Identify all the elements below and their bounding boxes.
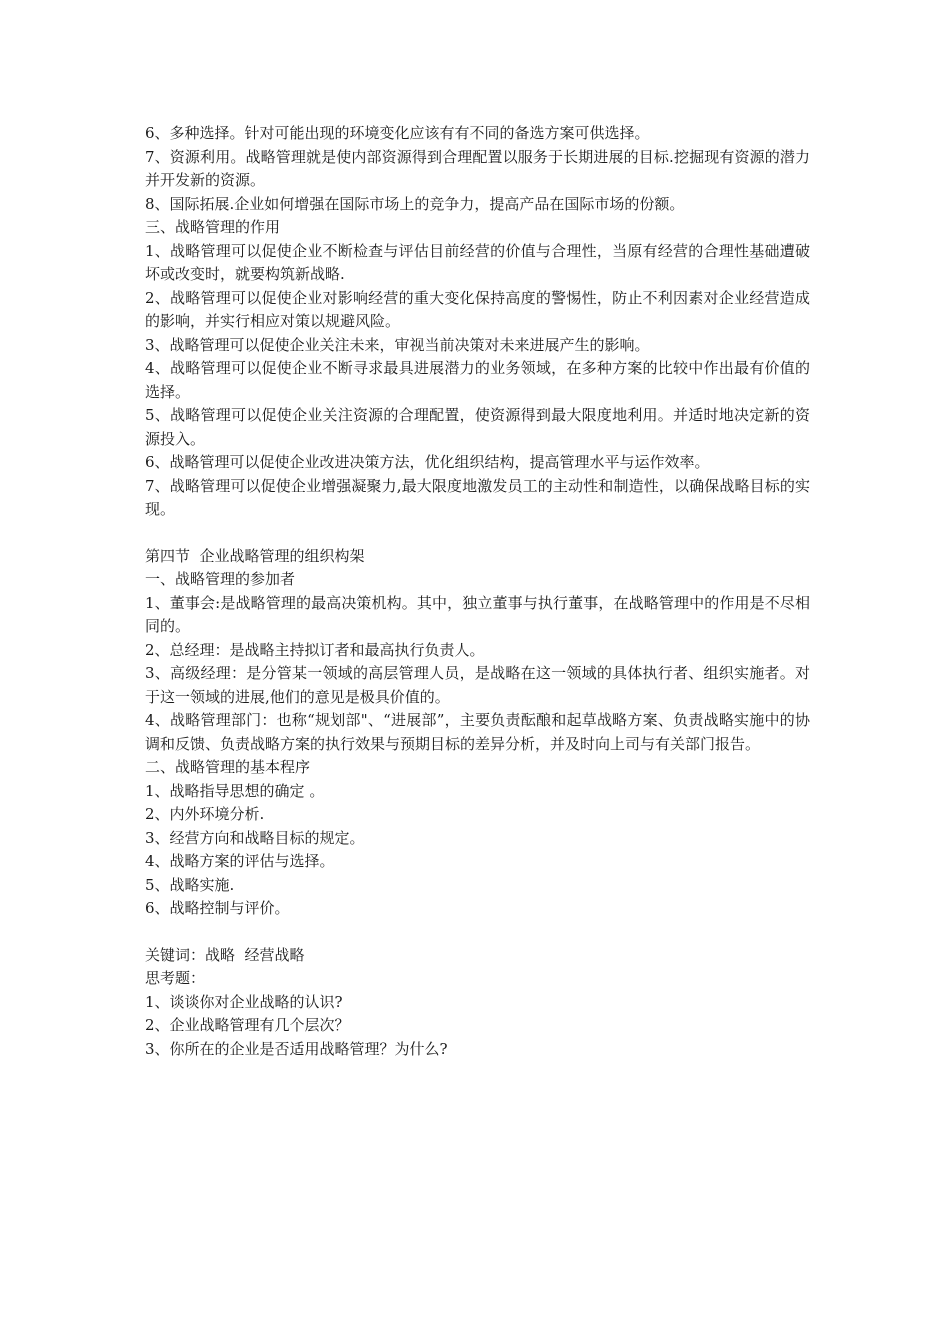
procedure-1: 1、战略指导思想的确定 。 [145, 781, 325, 800]
participants-heading: 一、战略管理的参加者 [145, 570, 296, 588]
participant-2: 2、总经理：是战略主持拟订者和最高执行负责人。 [145, 640, 485, 659]
questions-heading: 思考题： [145, 969, 206, 987]
document-page [145, 122, 810, 1061]
item-8-international: 8、国际拓展.企业如何增强在国际市场上的竞争力，提高产品在国际市场的份额。 [145, 194, 685, 213]
blank-line [145, 522, 810, 545]
item-6-options: 6、多种选择。针对可能出现的环境变化应该有有不同的备选方案可供选择。 [145, 124, 650, 142]
procedure-heading: 二、战略管理的基本程序 [145, 758, 311, 776]
question-1: 1、谈谈你对企业战略的认识? [145, 992, 343, 1011]
procedure-6: 6、战略控制与评价。 [145, 899, 290, 917]
procedure-2: 2、内外环境分析. [145, 805, 265, 823]
participant-3: 3、高级经理：是分管某一领域的高层管理人员，是战略在这一领域的具体执行者、组织实施者。对于这一领域的进展,他们的意见是极具价值的。 [145, 664, 810, 706]
blank-line [145, 921, 810, 944]
section-3-heading: 三、战略管理的作用 [145, 218, 281, 236]
question-3: 3、你所在的企业是否适用战略管理？为什么? [145, 1039, 448, 1058]
participant-1: 1、董事会:是战略管理的最高决策机构。其中，独立董事与执行董事，在战略管理中的作用是不尽相同的。 [145, 593, 810, 635]
procedure-4: 4、战略方案的评估与选择。 [145, 852, 335, 870]
role-2: 2、战略管理可以促使企业对影响经营的重大变化保持高度的警惕性，防止不利因素对企业经营造成的影响，并实行相应对策以规避风险。 [145, 288, 810, 330]
role-1: 1、战略管理可以促使企业不断检查与评估目前经营的价值与合理性，当原有经营的合理性基础遭破坏或改变时，就要构筑新战略. [145, 241, 810, 283]
keywords-line: 关键词：战略 经营战略 [145, 945, 305, 964]
role-4: 4、战略管理可以促使企业不断寻求最具进展潜力的业务领域，在多种方案的比较中作出最有价值的选择。 [145, 359, 810, 401]
item-7-resources: 7、资源利用。战略管理就是使内部资源得到合理配置以服务于长期进展的目标.挖掘现有资源的潜力并开发新的资源。 [145, 147, 810, 189]
participant-4: 4、战略管理部门：也称“规划部"、“进展部”，主要负责酝酿和起草战略方案、负责战略实施中的协调和反馈、负责战略方案的执行效果与预期目标的差异分析，并及时向上司与有关部门报告。 [145, 711, 810, 753]
role-3: 3、战略管理可以促使企业关注未来，审视当前决策对未来进展产生的影响。 [145, 335, 650, 354]
procedure-3: 3、经营方向和战略目标的规定。 [145, 828, 365, 847]
role-7: 7、战略管理可以促使企业增强凝聚力,最大限度地激发员工的主动性和制造性，以确保战略目标的实现。 [145, 476, 810, 518]
section-4-title: 第四节 企业战略管理的组织构架 [145, 546, 365, 565]
role-5: 5、战略管理可以促使企业关注资源的合理配置，使资源得到最大限度地利用。并适时地决定新的资源投入。 [145, 406, 810, 448]
procedure-5: 5、战略实施. [145, 875, 235, 894]
role-6: 6、战略管理可以促使企业改进决策方法，优化组织结构，提高管理水平与运作效率。 [145, 453, 710, 471]
question-2: 2、企业战略管理有几个层次？ [145, 1016, 350, 1034]
